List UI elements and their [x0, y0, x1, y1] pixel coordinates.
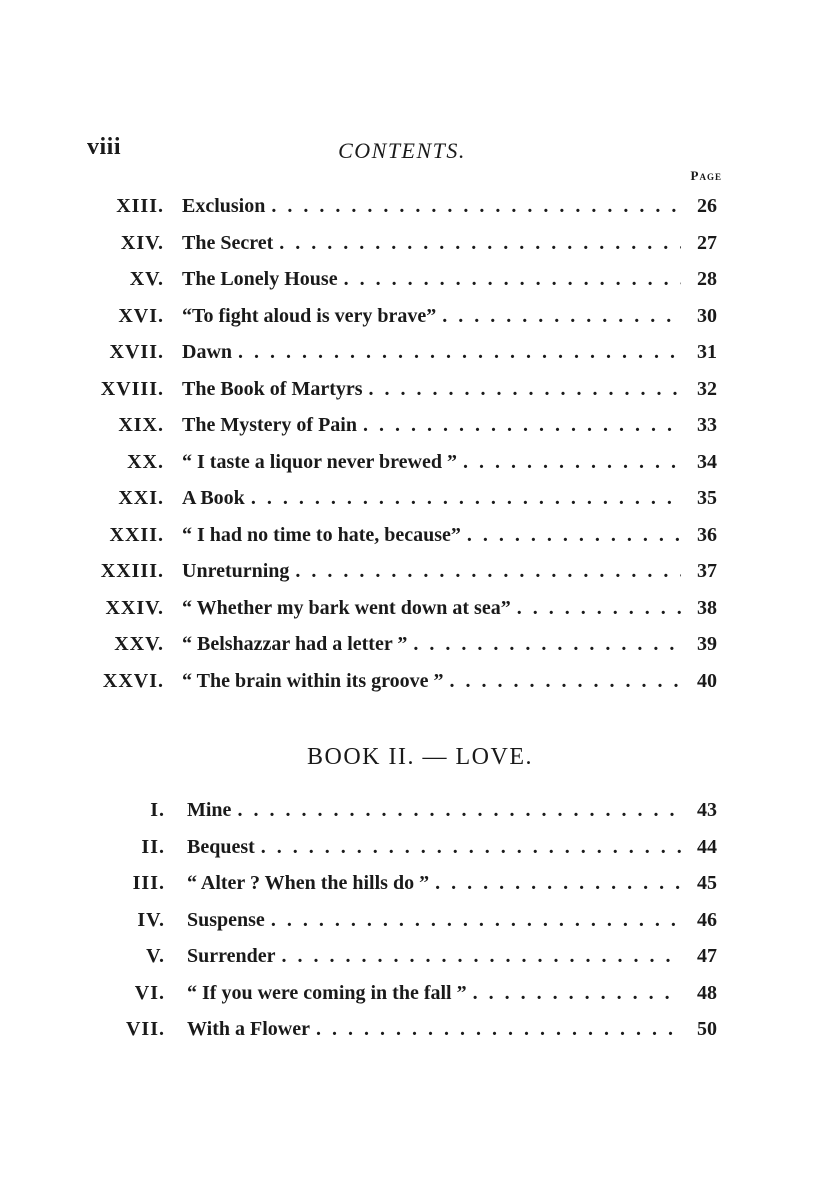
entry-line — [182, 517, 717, 554]
contents-entry — [0, 590, 840, 627]
contents-entry — [0, 829, 840, 866]
entry-page-number: 46 — [697, 908, 717, 931]
dot-leader — [517, 590, 681, 627]
entry-line — [182, 188, 717, 225]
entry-title: Surrender — [187, 945, 276, 967]
entry-line — [187, 938, 717, 975]
entry-line — [187, 902, 717, 939]
entry-title: “ Whether my bark went down at sea” — [182, 596, 511, 619]
entry-page-number: 28 — [697, 268, 717, 290]
entry-page-number: 34 — [697, 450, 717, 473]
entry-numeral: XVIII. — [100, 377, 164, 400]
entry-numeral: IV. — [137, 908, 165, 931]
entry-page-number: 36 — [697, 523, 717, 546]
contents-entry — [0, 371, 840, 408]
entry-page-number: 50 — [697, 1018, 717, 1040]
dot-leader — [271, 902, 681, 939]
entry-page-number: 44 — [697, 835, 717, 858]
entry-line — [187, 975, 717, 1012]
entry-title: A Book — [182, 487, 245, 509]
entry-line — [187, 829, 717, 866]
contents-entry — [0, 188, 840, 225]
contents-title: CONTENTS. — [338, 138, 466, 163]
dot-leader — [463, 444, 681, 481]
entry-numeral: I. — [150, 799, 165, 821]
entry-title: “ Belshazzar had a letter ” — [182, 633, 408, 655]
entry-numeral: XXII. — [109, 523, 164, 546]
entry-numeral: XV. — [129, 268, 164, 290]
entry-title: Mine — [187, 799, 232, 821]
entry-numeral: XVI. — [118, 304, 164, 327]
book-two-contents-list — [0, 792, 840, 1048]
entry-line — [182, 553, 717, 590]
entry-page-number: 47 — [697, 945, 717, 967]
entry-page-number: 43 — [697, 799, 717, 821]
entry-title: “ If you were coming in the fall ” — [187, 981, 467, 1004]
dot-leader — [261, 829, 681, 866]
entry-page-number: 30 — [697, 304, 717, 327]
entry-line — [182, 444, 717, 481]
entry-line — [187, 1011, 717, 1048]
dot-leader — [271, 188, 681, 225]
dot-leader — [442, 298, 681, 335]
contents-entry — [0, 902, 840, 939]
contents-entry — [0, 407, 840, 444]
contents-entry — [0, 261, 840, 298]
contents-entry — [0, 792, 840, 829]
entry-numeral: V. — [146, 945, 165, 967]
entry-title: “ The brain within its groove ” — [182, 669, 444, 692]
contents-entry — [0, 626, 840, 663]
entry-page-number: 31 — [697, 341, 717, 363]
contents-entry — [0, 225, 840, 262]
contents-entry — [0, 444, 840, 481]
book-one-contents-list — [0, 188, 840, 699]
entry-title: The Secret — [182, 231, 274, 254]
entry-line — [182, 261, 717, 298]
entry-numeral: VI. — [134, 981, 165, 1004]
entry-page-number: 38 — [697, 596, 717, 619]
entry-title: “ I had no time to hate, because” — [182, 523, 461, 546]
entry-line — [182, 626, 717, 663]
dot-leader — [467, 517, 681, 554]
contents-entry — [0, 975, 840, 1012]
entry-title: Unreturning — [182, 560, 290, 582]
entry-line — [187, 792, 717, 829]
entry-line — [182, 371, 717, 408]
entry-title: Exclusion — [182, 195, 266, 217]
entry-line — [187, 865, 717, 902]
entry-numeral: XIII. — [116, 195, 164, 217]
entry-page-number: 45 — [697, 872, 717, 894]
dot-leader — [238, 334, 681, 371]
entry-title: With a Flower — [187, 1018, 310, 1040]
page-header — [87, 134, 717, 174]
dot-leader — [363, 407, 681, 444]
entry-numeral: XXI. — [118, 487, 164, 509]
entry-page-number: 33 — [697, 414, 717, 436]
dot-leader — [450, 663, 681, 700]
entry-page-number: 32 — [697, 377, 717, 400]
entry-page-number: 27 — [697, 231, 717, 254]
contents-entry — [0, 298, 840, 335]
entry-line — [182, 480, 717, 517]
dot-leader — [316, 1011, 681, 1048]
entry-title: “ Alter ? When the hills do ” — [187, 872, 430, 894]
page-column-label: Page — [690, 168, 722, 183]
contents-entry — [0, 480, 840, 517]
entry-numeral: XVII. — [109, 341, 164, 363]
entry-line — [182, 663, 717, 700]
dot-leader — [237, 792, 681, 829]
entry-numeral: XIV. — [120, 231, 164, 254]
entry-numeral: XIX. — [118, 414, 164, 436]
entry-title: Dawn — [182, 341, 233, 363]
page-number: viii — [87, 134, 122, 160]
entry-title: Bequest — [187, 835, 255, 858]
entry-title: “To fight aloud is very brave” — [182, 304, 437, 327]
contents-entry — [0, 865, 840, 902]
entry-numeral: III. — [132, 872, 165, 894]
entry-line — [182, 225, 717, 262]
contents-entry — [0, 334, 840, 371]
book-two-heading: BOOK II. — LOVE. — [307, 744, 533, 770]
entry-numeral: XX. — [127, 450, 164, 473]
dot-leader — [295, 553, 681, 590]
entry-page-number: 37 — [697, 560, 717, 582]
entry-page-number: 35 — [697, 487, 717, 509]
contents-entry — [0, 553, 840, 590]
entry-page-number: 26 — [697, 195, 717, 217]
entry-line — [182, 298, 717, 335]
entry-numeral: VII. — [125, 1018, 165, 1040]
dot-leader — [251, 480, 681, 517]
entry-numeral: II. — [141, 835, 165, 858]
entry-title: Suspense — [187, 908, 265, 931]
entry-page-number: 40 — [697, 669, 717, 692]
contents-entry — [0, 517, 840, 554]
contents-entry — [0, 1011, 840, 1048]
dot-leader — [413, 626, 681, 663]
entry-numeral: XXVI. — [102, 669, 164, 692]
entry-numeral: XXIII. — [100, 560, 164, 582]
entry-title: The Mystery of Pain — [182, 414, 357, 436]
entry-line — [182, 590, 717, 627]
dot-leader — [435, 865, 681, 902]
entry-numeral: XXIV. — [105, 596, 164, 619]
dot-leader — [279, 225, 681, 262]
dot-leader — [473, 975, 681, 1012]
entry-title: The Lonely House — [182, 268, 338, 290]
entry-line — [182, 407, 717, 444]
dot-leader — [369, 371, 681, 408]
contents-entry — [0, 663, 840, 700]
dot-leader — [344, 261, 681, 298]
dot-leader — [282, 938, 681, 975]
entry-page-number: 39 — [697, 633, 717, 655]
entry-title: The Book of Martyrs — [182, 377, 363, 400]
entry-line — [182, 334, 717, 371]
entry-numeral: XXV. — [114, 633, 164, 655]
entry-page-number: 48 — [697, 981, 717, 1004]
contents-entry — [0, 938, 840, 975]
entry-title: “ I taste a liquor never brewed ” — [182, 450, 457, 473]
